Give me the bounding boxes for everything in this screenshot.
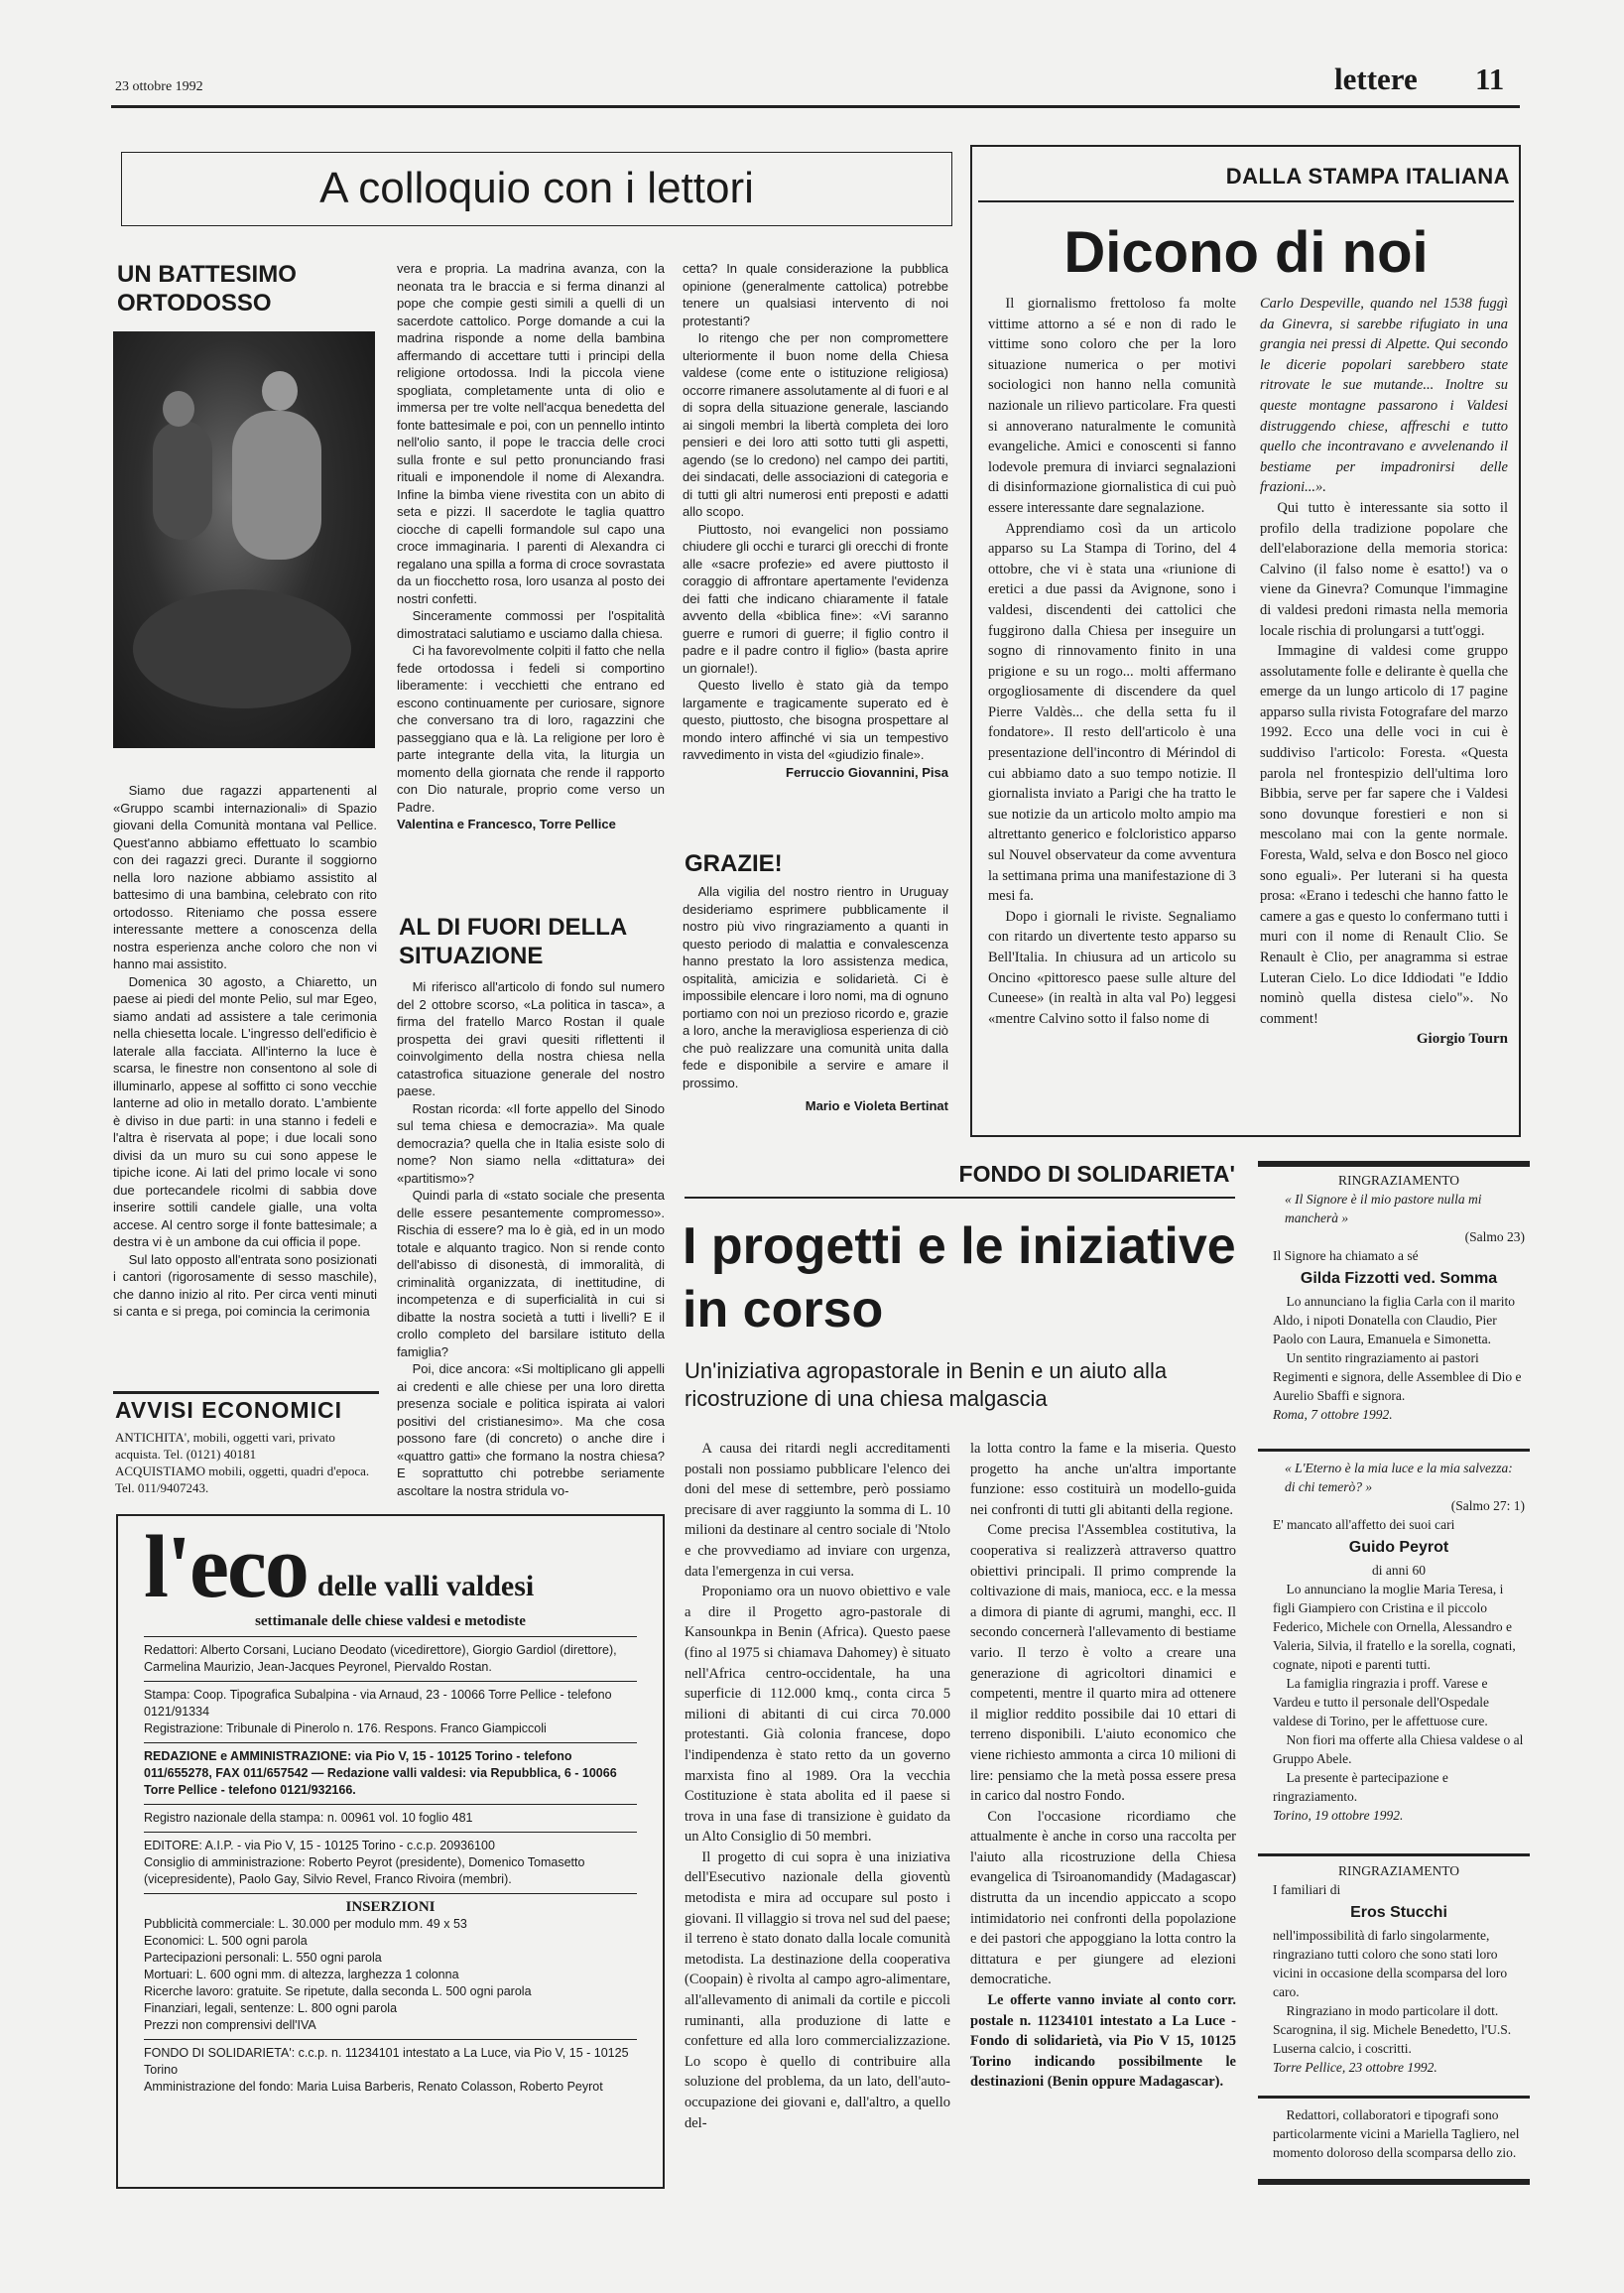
obit-ref: (Salmo 23)	[1464, 1229, 1525, 1244]
insertion-rate: Mortuari: L. 600 ogni mm. di altezza, larghezza 1 colonna	[144, 1968, 459, 1981]
masthead-reg: Registrazione: Tribunale di Pinerolo n. 176. Respons. Franco Giampiccoli	[144, 1721, 547, 1735]
letter-signature: Ferruccio Giovannini, Pisa	[786, 764, 948, 780]
ads-list	[115, 1429, 379, 1496]
masthead-logo-sub: delle valli valdesi	[316, 1570, 535, 1602]
insertion-rate: Economici: L. 500 ogni parola	[144, 1934, 308, 1948]
obit-head: RINGRAZIAMENTO	[1338, 1173, 1459, 1188]
fondo-rule	[685, 1197, 1235, 1199]
obit-name: Guido Peyrot	[1348, 1539, 1449, 1556]
letter-body: Siamo due ragazzi appartenenti al «Gruppo scambi internazionali» di Spazio giovani della Comunità montana val Pellice. Quest'anno abbiamo effettuato lo scambio con dei ragazzi greci. Durante il soggiorno nella loro nazione abbiamo assistito al battesimo di una bambina, celebrato con rito ortodosso. Riteniamo che possa essere interessante mettere a conoscenza della nostra esperienza anche coloro che non vi hanno mai assistito. Domenica 30 agosto, a Chiaretto, un paese ai piedi del monte Pelio, sul mar Egeo, siamo andati ad assistere a tale cerimonia nella chiesetta locale. L'ingresso dell'edificio è laterale alla facciata. All'interno la luce è scarsa, le finestre non consentono al sole di illuminarlo, appese al soffitto ci sono vecchie lanterne ad olio in metallo dorato. L'ambiente è diviso in due parti: in una stanno i fedeli e l'altra è riservata al pope; i due locali sono divisi da un muro su cui sono appese le tipiche icone. Ai lati del primo locale vi sono due portecandele ricolmi di sabbia dove inserire sottili candele gialle, una volta accese. Al centro sorge il fonte battesimale; a destra vi è un ambone da cui officia il pope. Sul lato opposto all'entrata sono posizionati i cantori (rigorosamente di sesso maschile), che danno inizio al rito. Per circa venti minuti si canta e si prega, poi comincia la cerimonia	[113, 783, 377, 1319]
fondo-body: A causa dei ritardi negli accreditamenti postali non possiamo pubblicare l'elenco dei doni del mese di settembre, però possiamo precisare di aver raggiunto la somma di L. 10 milioni da destinare al centro sociale di 'Ntolo e che provvediamo ad inviare con urgenza, data l'emergenza in cui versa. Proponiamo ora un nuovo obiettivo e vale a dire il Progetto agro-pastorale di Kansounkpa in Benin (Africa). Questo paese (fino al 1975 si chiamava Dahomey) è situato nell'Africa centro-occidentale, ha una superficie di 112.000 kmq., conta circa 5 milioni di abitanti di cui circa 70.000 protestanti. Già colonia francese, dopo l'indipendenza è stato retto da un governo marxista fino al 1989. Ora la vecchia Costituzione è stata abolita ed il paese si trova in una fase di transizione è guidato da un Alto Consiglio di 50 membri. Il progetto di cui sopra è una iniziativa dell'Esecutivo nazionale della gioventù metodista e mira ad occupare sul posto i giovani. Il villaggio si trova nel sud del paese; il terreno è stato donato dalla locale comunità metodista. La destinazione della cooperativa (Coopain) è rivolta al campo agro-alimentare, all'allevamento di animali da cortile e piccoli ruminanti, alla produzione di latte e confetture ed alla loro commercializzazione. Lo scopo è quello di contribuire alla soluzione del problema, da un lato, dell'auto-occupazione dei giovani e, dall'altro, a quello del-	[685, 1441, 950, 2131]
obituary: RINGRAZIAMENTO I familiari di Eros Stucchi nell'impossibilità di farlo singolarmente, ringraziano tutti coloro che sono stati loro vicini in occasione della scomparsa del loro caro. Ringraziano in modo particolare il dott. Scarognina, il sig. Michele Benedetto, l'U.S. Luserna calcio, i coscritti. Torre Pellice, 23 ottobre 1992.	[1273, 1861, 1525, 2077]
insertion-rate: Ricerche lavoro: gratuite. Se ripetute, dalla seconda L. 500 ogni parola	[144, 1984, 532, 1998]
ads-rule	[113, 1391, 379, 1394]
masthead-publisher: EDITORE: A.I.P. - via Pio V, 15 - 10125 Torino - c.c.p. 20936100	[144, 1839, 495, 1852]
obits-rule	[1258, 1853, 1530, 1856]
dicono-body: Carlo Despeville, quando nel 1538 fuggì da Ginevra, si sarebbe rifugiato in una grangia nei pressi di Alpette. Qui secondo le dicerie popolari sarebbero state ritrovate le sue mutande... Inoltre su queste montagne passarono i Valdesi distruggendo chiese, affreschi e tutto quello che incontravano e avvelenando il bestiame per impadronirsi delle frazioni...». Qui tutto è interessante sia sotto il profilo della tradizione popolare che dell'elaborazione della memoria storica: Calvino (il falso nome è esatto!) va o viene da Ginevra? Comunque l'immagine di valdesi predoni rimasta nella memoria locale rischia di prolungarsi a tutt'oggi. Immagine di valdesi come gruppo assolutamente folle e delirante è quella che emerge da un lungo articolo di 17 pagine apparso sulla rivista Fotografare del marzo 1992. Ecco una delle voci in cui è suddiviso l'articolo: Foresta. «Questa parola nel frontespizio dell'ultima loro Bibbia, serve per far sapere che i Valdesi sono dovunque forestieri e non si mescolano mai con la gente normale. Foresta, Wald, selva e don Bosco nel gioco sono eguali». Per luterani si ha questa prosa: «Erano i tedeschi che hanno fatto le camere a gas e questo lo confermano tutti i muri con il nome di Renault Clio. Se Renault è Clio, per anagramma si estrae Luteran Cielo. Lo dice Iddiodati "e Iddio nominò quella distesa cielo"». No comment! Giorgio Tourn	[1260, 294, 1508, 1050]
obit-quote: « Il Signore è il mio pastore nulla mi mancherà »	[1285, 1192, 1482, 1225]
obit-head: RINGRAZIAMENTO	[1338, 1863, 1459, 1878]
ad-item: ANTICHITA', mobili, oggetti vari, privato acquista. Tel. (0121) 40181	[115, 1430, 335, 1462]
obits-rule	[1258, 1449, 1530, 1452]
banner-title: A colloquio con i lettori	[319, 164, 754, 212]
insertion-rate: Partecipazioni personali: L. 550 ogni parola	[144, 1951, 382, 1965]
masthead-print: Stampa: Coop. Tipografica Subalpina - via Arnaud, 23 - 10066 Torre Pellice - telefono 0121/91334	[144, 1688, 612, 1719]
dicono-body: Il giornalismo frettoloso fa molte vittime attorno a sé e non di rado le vittime sono coloro che per la loro situazione numerica o per motivi sociologici non hanno nella comunità nazionale un rilievo particolare. Fra questi si annoverano naturalmente le comunità evangeliche. Amici e conoscenti si fanno lodevole premura di inviarci segnalazioni di disinformazione giornalistica di cui può essere interessante dare segnalazione. Apprendiamo così da un articolo apparso su La Stampa di Torino, del 4 ottobre, che vi è stata una «riunione di eretici a due passi da Avignone, sono i valdesi, discendenti dei cattolici che fuggirono dalla Chiesa per inseguire un sogno di rinnovamento finito in una prigione e su un rogo... molti affermano orgogliosamente di discendere da quel Pierre Valdès... che della setta fu il fondatore». Il resto dell'articolo è una presentazione dell'incontro di Mérindol di cui abbiamo dato a suo tempo notizie. Il giornalista inviato a Parigi che ha tratto le sue notizie da un articolo molto ampio ma altrettanto generico e folcloristico apparso sul Nouvel observateur da come avventura la settimana prima una manifestazione di 3 mesi fa. Dopo i giornali le riviste. Segnaliamo con ritardo un divertente testo apparso su Bell'Italia. In chiusura ad un articolo su Oncino «pittoresco paese sulle alture del Cuneese» (in realtà in alta val Po) leggesi «mentre Calvino sotto il falso nome di	[988, 296, 1236, 1027]
dicono-rule	[978, 200, 1514, 202]
masthead-staff: Redattori: Alberto Corsani, Luciano Deodato (vicedirettore), Giorgio Gardiol (direttore), Carmelina Maurizio, Jean-Jacques Peyronel, Piervaldo Rostan.	[144, 1643, 617, 1674]
fondo-kicker: FONDO DI SOLIDARIETA'	[958, 1161, 1235, 1187]
letter-body: vera e propria. La madrina avanza, con la neonata tra le braccia e si ferma dinanzi al pope che compie gesti simili a quelli di un sacerdote cattolico. Porge domande a cui la madrina risponde a nome della bambina affermando di accettare tutti i principi della religione ortodossa. Indi la piccola viene spogliata, completamente unta di olio e immersa per tre volte nell'acqua benedetta del fonte battesimale e poi, con un pennello intinto nell'olio santo, il pope le traccia delle croci sulla fronte e sul petto pronunciando frasi rituali e imponendole il nome di Alexandra. Infine la bimba viene rivestita con un abito di seta e pizzi. Il sacerdote le taglia quattro ciocche di capelli formandole sul capo una croce immaginaria. I parenti di Alexandra ci regalano una spilla a forma di croce sovrastata da un fiocchetto rosa, loro usanza al posto dei nostri confetti. Sinceramente commossi per l'ospitalità dimostrataci salutiamo e usciamo dalla chiesa. Ci ha favorevolmente colpiti il fatto che nella fede ortodossa i fedeli si comportino liberamente: i vecchietti che entrano ed escono continuamente per curiosare, signore che conversano tra di loro, ragazzini che passeggiano qua e là. La religione per loro è parte integrante della vita, la liturgia un momento della giornata che rende il rapporto con Dio naturale, proprio come verso un Padre. Valentina e Francesco, Torre Pellice	[397, 261, 665, 831]
masthead-fund: FONDO DI SOLIDARIETA': c.c.p. n. 11234101 intestato a La Luce, via Pio V, 15 - 10125 Torino	[144, 2046, 629, 2077]
obituary: RINGRAZIAMENTO « Il Signore è il mio pastore nulla mi mancherà » (Salmo 23) Il Signore ha chiamato a sé Gilda Fizzotti ved. Somma Lo annunciano la figlia Carla con il marito Aldo, i nipoti Donatella con Claudio, Pier Paolo con Laura, Emanuela e Simonetta. Un sentito ringraziamento ai pastori Regimenti e signora, delle Assemblee di Dio e Aurelio Sbaffi e signora. Roma, 7 ottobre 1992.	[1273, 1173, 1525, 1422]
baptism-photo	[113, 331, 375, 748]
banner-box	[121, 152, 952, 226]
fondo-title: I progetti e le iniziative in corso	[683, 1217, 1236, 1338]
obits-rule	[1258, 2096, 1530, 2099]
fondo-body: la lotta contro la fame e la miseria. Questo progetto ha anche un'altra importante funzione: esso costituirà un modello-guida nei confronti di tutti gli abitanti della regione. Come precisa l'Assemblea costitutiva, la cooperativa si realizzerà attraverso quattro obiettivi principali. Il primo comprende la coltivazione di mais, manioca, ecc. e la messa a dimora di piante di agrumi, manghi, ecc. Il secondo concernerà l'allevamento di bestiame vario. Il terzo è volto a creare una generazione di agricoltori dinamici e competenti, mentre il quarto mira ad ottenere il miglior reddito possibile dai 10 ettari di terreno disponibili. L'aiuto economico che viene richiesto ammonta a circa 10 milioni di lire: pensiamo che la metà possa essere presa in carico dal nostro Fondo. Con l'occasione ricordiamo che attualmente è anche in corso una raccolta per l'aiuto alla ricostruzione della Chiesa evangelica di Tsiroanomandidy (Madagascar) distrutta da un incendio appiccato a scopo intimidatorio nei confronti della popolazione e dei pastori che appoggiano la lotta contro la dittatura e per giungere ad elezioni democratiche. Le offerte vanno inviate al conto corr. postale n. 11234101 intestato a La Luce - Fondo di solidarietà, via Pio V 15, 10125 Torino indicando possibilmente le destinazioni (Benin oppure Madagascar).	[970, 1441, 1236, 2091]
masthead-address: REDAZIONE e AMMINISTRAZIONE: via Pio V, 15 - 10125 Torino - telefono 011/655278, FAX 011/657542 — Redazione valli valdesi: via Repubblica, 6 - 10066 Torre Pellice - telefono 0121/932166.	[144, 1749, 617, 1797]
dicono-kicker: DALLA STAMPA ITALIANA	[1225, 164, 1510, 189]
obit-date: Roma, 7 ottobre 1992.	[1273, 1407, 1393, 1422]
masthead-fund-admin: Amministrazione del fondo: Maria Luisa Barberis, Renato Colasson, Roberto Peyrot	[144, 2080, 603, 2094]
obituary: Redattori, collaboratori e tipografi sono particolarmente vicini a Mariella Tagliero, nel momento doloroso della scomparsa dello zio.	[1273, 2107, 1520, 2160]
letter-body: Mi riferisco all'articolo di fondo sul numero del 2 ottobre scorso, «La politica in tasca», a firma del fratello Marco Rostan il quale prospetta dei gravi quesiti riflettenti il coinvolgimento della nostra chiesa nella catastrofica situazione generale del nostro paese. Rostan ricorda: «Il forte appello del Sinodo sul tema chiesa e democrazia». Ma quale democrazia? quella che in Italia esiste solo di nome? Non siamo nella «dittatura» dei «partitismo»? Quindi parla di «stato sociale che presenta delle essere pesantemente compromesso». Rischia di essere? ma lo è già, ed in un modo totale e alquanto tragico. Non si rende conto dell'abisso di disonestà, di immoralità, di criminalità organizzata, di inettitudine, di incompetenza e di superficialità in cui si dibatte la nostra società a tutti i livelli? E il crollo completo del barsilare istituto della famiglia? Poi, dice ancora: «Si moltiplicano gli appelli ai credenti e alle chiese per una loro diretta presenza sociale e politica ispirata ai valori positivi del cristianesimo». Ma che cosa possono fare (di concreto) o anche dire i «quattro gatti» che formano la nostra chiesa? E soprattutto chi potrebbe seriamente ascoltare la nostra stridula vo-	[397, 979, 665, 1498]
masthead-board: Consiglio di amministrazione: Roberto Peyrot (presidente), Domenico Tomasetto (vicepresidente), Paolo Gay, Silvio Revel, Franco Rivoira (membri).	[144, 1855, 585, 1886]
letter-body: cetta? In quale considerazione la pubblica opinione (generalmente cattolica) potrebbe tenere un qualsiasi intervento di noi protestanti? Io ritengo che per non compromettere ulteriormente il buon nome della Chiesa valdese (come ente o istituzione religiosa) occorre rimanere assolutamente al di fuori e al di sopra della situazione generale, lasciando ai singoli membri la libertà completa dei loro pensieri e dei loro atti sotto tutti gli aspetti, agendo (se lo credono) nel campo dei partiti, dei sindacati, delle associazioni di categoria e di tutti gli altri numerosi enti preposti e adatti allo scopo. Piuttosto, noi evangelici non possiamo chiudere gli occhi e turarci gli orecchi di fronte alle «sacre profezie» ed avere piuttosto il coraggio di affrontare apertamente l'evidenza dei fatti che indicano chiaramente il fatale avvento della «biblica fine»: «Vi saranno guerre e rumori di guerre; il figlio contro il padre e il padre contro il figlio» (basta aprire un giornale!). Questo livello è stato già da tempo largamente e tragicamente superato ed è questo, piuttosto, che bisogna prospettare al mondo intero affinché vi sia un tempestivo ravvedimento in vista del «giudizio finale». Ferruccio Giovannini, Pisa	[683, 261, 948, 780]
masthead-tagline: settimanale delle chiese valdesi e metodiste	[255, 1613, 526, 1629]
dicono-title: Dicono di noi	[1063, 220, 1429, 285]
insertions-title: INSERZIONI	[345, 1899, 436, 1915]
insertion-note: Prezzi non comprensivi dell'IVA	[144, 2018, 316, 2032]
ad-item: ACQUISTIAMO mobili, oggetti, quadri d'epoca. Tel. 011/9407243.	[115, 1464, 370, 1495]
letter-title: GRAZIE!	[685, 850, 783, 877]
issue-date: 23 ottobre 1992	[115, 79, 203, 94]
letter-signature: Valentina e Francesco, Torre Pellice	[397, 817, 616, 831]
obit-quote: « L'Eterno è la mia luce e la mia salvezza: di chi temerò? »	[1285, 1461, 1513, 1494]
masthead-registry: Registro nazionale della stampa: n. 00961 vol. 10 foglio 481	[144, 1811, 473, 1825]
ads-title: AVVISI ECONOMICI	[115, 1397, 342, 1423]
obit-ref: (Salmo 27: 1)	[1450, 1498, 1525, 1513]
insertion-rate: Pubblicità commerciale: L. 30.000 per modulo mm. 49 x 53	[144, 1917, 467, 1931]
obits-rule	[1258, 2179, 1530, 2185]
masthead-logo: l'eco	[144, 1518, 308, 1616]
insertion-rate: Finanziari, legali, sentenze: L. 800 ogni parola	[144, 2001, 398, 2015]
letter-title: AL DI FUORI DELLA SITUAZIONE	[399, 914, 627, 969]
obit-date: Torino, 19 ottobre 1992.	[1273, 1808, 1404, 1823]
letter-body: Alla vigilia del nostro rientro in Uruguay desideriamo esprimere pubblicamente il nostro più vivo ringraziamento a quanti in questo periodo di malattia e convalescenza hanno prestato la loro assistenza medica, ospitalità, amicizia e solidarietà. Ci è impossibile elencare i loro nomi, ma di ognuno portiamo con noi un prezioso ricordo e, grazie a loro, anche la meravigliosa esperienza di ciò che può realizzare una comunità unita dalla fede e disponibile a servire e amare il prossimo. Mario e Violeta Bertinat	[683, 884, 948, 1113]
letter-title: UN BATTESIMO ORTODOSSO	[117, 261, 297, 317]
letter-signature: Mario e Violeta Bertinat	[805, 1098, 948, 1113]
obits-rule	[1258, 1161, 1530, 1167]
obit-name: Eros Stucchi	[1350, 1904, 1447, 1921]
header-rule	[111, 105, 1520, 108]
obit-date: Torre Pellice, 23 ottobre 1992.	[1273, 2060, 1437, 2075]
masthead-box	[116, 1514, 665, 2189]
obit-intro: Il Signore ha chiamato a sé	[1273, 1248, 1419, 1263]
dicono-signature: Giorgio Tourn	[1416, 1031, 1508, 1048]
obit-intro: I familiari di	[1273, 1882, 1341, 1897]
section-name: lettere	[1334, 62, 1418, 96]
obit-name: Gilda Fizzotti ved. Somma	[1300, 1270, 1498, 1287]
obituary: « L'Eterno è la mia luce e la mia salvezza: di chi temerò? » (Salmo 27: 1) E' mancato all'affetto dei suoi cari Guido Peyrot di anni 60 Lo annunciano la moglie Maria Teresa, i figli Giampiero con Cristina e il piccolo Federico, Michele con Ornella, Alessandro e Valeria, Silvia, il fratello e la sorella, cognati, cognate, nipoti e parenti tutti. La famiglia ringrazia i proff. Varese e Vardeu e tutto il personale dell'Ospedale valdese di Torino, per le affettuose cure. Non fiori ma offerte alla Chiesa valdese o al Gruppo Abele. La presente è partecipazione e ringraziamento. Torino, 19 ottobre 1992.	[1273, 1461, 1525, 1823]
fondo-subtitle: Un'iniziativa agropastorale in Benin e un aiuto alla ricostruzione di una chiesa malgascia	[685, 1358, 1168, 1411]
page-number: 11	[1475, 62, 1505, 96]
obit-intro: E' mancato all'affetto dei suoi cari	[1273, 1517, 1455, 1532]
